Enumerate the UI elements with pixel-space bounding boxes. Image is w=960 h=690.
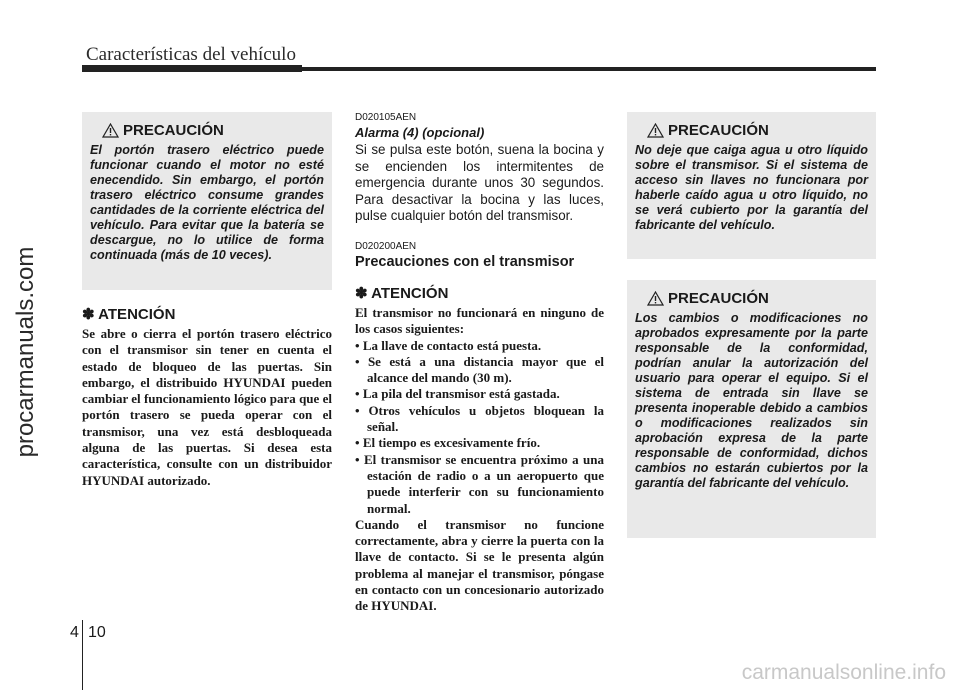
caution-box-water <box>627 112 876 259</box>
caution-text: No deje que caiga agua u otro líquido sobre el transmisor. Si el sistema de acceso sin llaves no funcionara por haberle caído agua u otro líquido, no se verá cubierto por la garantía del fabricante del vehículo. <box>635 143 868 232</box>
caution-header <box>647 290 868 307</box>
warning-triangle-icon <box>647 123 664 138</box>
attention-section-left <box>82 305 332 489</box>
warning-triangle-icon <box>647 291 664 306</box>
section-title-precautions: Precauciones con el transmisor <box>355 253 575 270</box>
section-code-precautions: D020200AEN <box>355 240 417 252</box>
caution-box-modifications <box>627 280 876 538</box>
attention-title-middle: ✽ ATENCIÓN <box>355 284 449 302</box>
list-item: • La pila del transmisor está gastada. <box>355 386 604 402</box>
caution-text: El portón trasero eléctrico puede funcionar cuando el motor no esté enecendido. Sin embargo, el portón trasero eléctrico consume grandes cantidades de la corriente eléctrica del vehículo. Para evitar que la batería se descargue, no lo utilice de forma continuada (más de 10 veces). <box>90 143 324 262</box>
warning-triangle-icon <box>102 123 119 138</box>
footer-divider <box>82 620 83 690</box>
caution-title: PRECAUCIÓN <box>123 122 224 139</box>
alarm-text: Si se pulsa este botón, suena la bocina y se encienden los intermitentes de emergencia durante unos 30 segundos. Para desactivar la bocina y las luces, pulse cualquier botón del transmisor. <box>355 142 604 224</box>
header-rule <box>82 67 876 71</box>
closing-text: Cuando el transmisor no funcione correctamente, abra y cierre la puerta con la llave de contacto. Si se le presenta algún problema al manejar el transmisor, póngase en contacto con un concesionario autorizado de HYUNDAI. <box>355 516 604 614</box>
side-watermark: procarmanuals.com <box>12 246 39 458</box>
alarm-subtitle: Alarma (4) (opcional) <box>355 125 485 140</box>
caution-text: Los cambios o modificaciones no aprobados expresamente por la parte responsable de la conformidad, podrían anular la autorización del usuario para operar el equipo. Si el sistema de entrada sin llave se presenta inoperable debido a cambios o modificaciones realizados sin aprobación expresa de la parte responsable de conformidad, dichos cambios no estarán cubiertos por la garantía del fabricante del vehículo. <box>635 311 868 490</box>
list-item: • El tiempo es excesivamente frío. <box>355 435 604 451</box>
list-item: • Otros vehículos u objetos bloquean la señal. <box>355 403 604 436</box>
caution-box-power-tailgate <box>82 112 332 290</box>
bottom-watermark: carmanualsonline.info <box>741 661 946 684</box>
attention-intro: El transmisor no funcionará en ninguno de los casos siguientes: <box>355 304 604 337</box>
caution-title: PRECAUCIÓN <box>668 122 769 139</box>
failure-cases-list <box>355 338 604 517</box>
caution-title: PRECAUCIÓN <box>668 290 769 307</box>
list-item: • El transmisor se encuentra próximo a una estación de radio o a un aeropuerto que puede interferir con su funcionamiento normal. <box>355 452 604 517</box>
page-header-title: Características del vehículo <box>86 44 296 65</box>
section-code-alarm: D020105AEN <box>355 112 417 123</box>
caution-header <box>647 122 868 139</box>
caution-header <box>102 122 324 139</box>
page-number: 10 <box>88 624 106 641</box>
middle-column <box>355 112 604 615</box>
list-item: • La llave de contacto está puesta. <box>355 338 604 354</box>
list-item: • Se está a una distancia mayor que el alcance del mando (30 m). <box>355 354 604 387</box>
attention-text: Se abre o cierra el portón trasero eléctrico con el transmisor sin tener en cuenta el estado de bloqueo de las puertas. Sin embargo, el distribuido HYUNDAI pueden cambiar el funcionamiento lógico para que el portón trasero se pueda operar con el transmisor, una vez está desbloqueada alguna de las puertas. Si desea esta característica, consulte con un distribuidor HYUNDAI autorizado. <box>82 326 332 488</box>
chapter-number: 4 <box>70 624 79 641</box>
attention-title: ✽ ATENCIÓN <box>82 306 176 323</box>
